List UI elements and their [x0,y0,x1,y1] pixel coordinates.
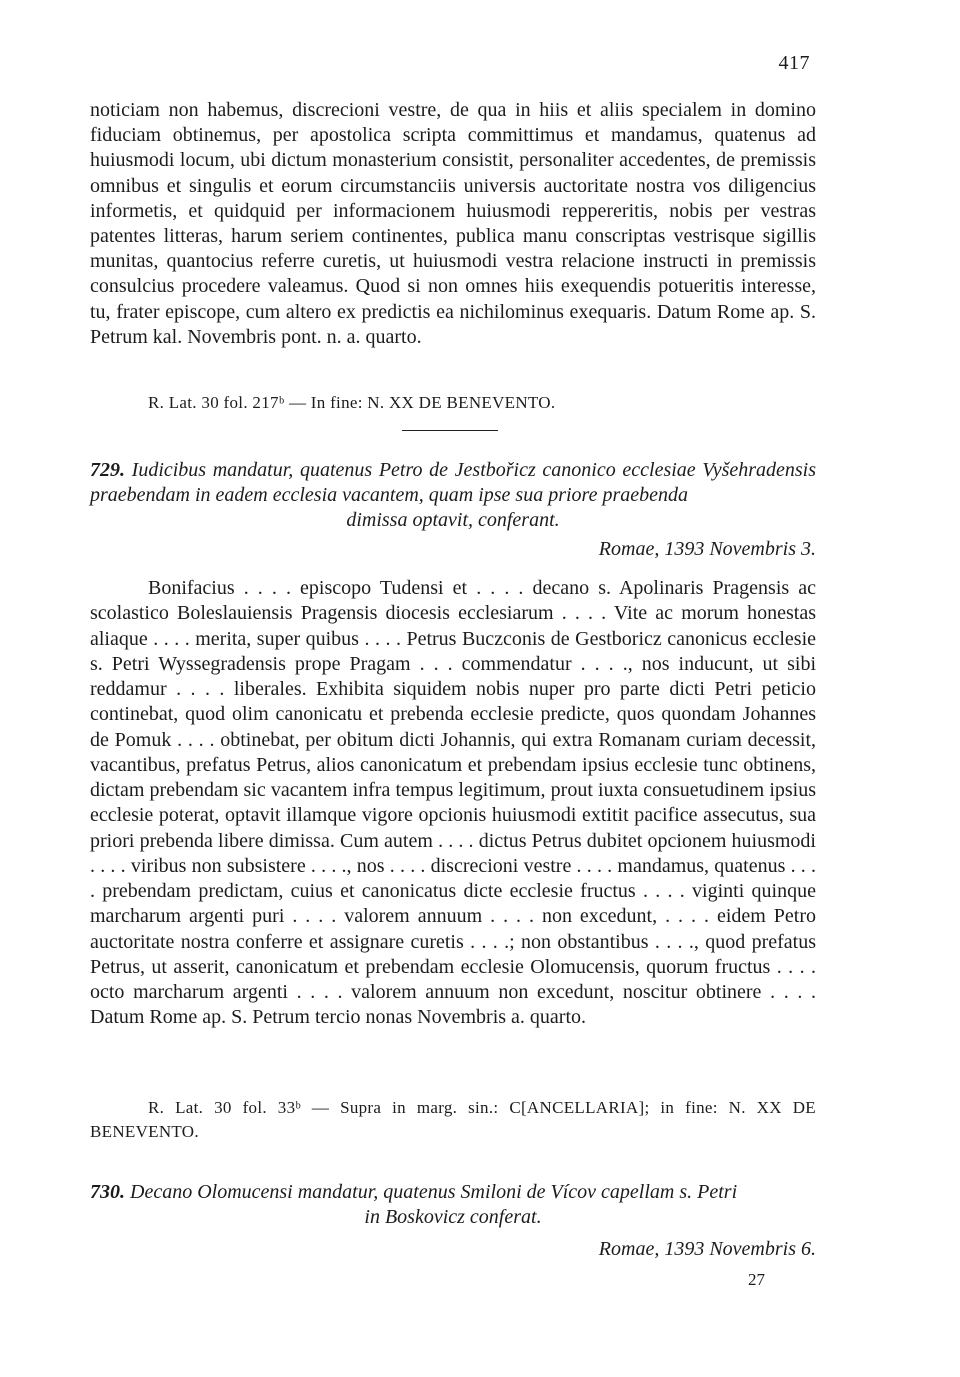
entry-729-regest-line2: dimissa optavit, conferant. [346,509,560,531]
entry-729-regest-line1: Iudicibus mandatur, quatenus Petro de Jestbořicz canonico ecclesiae Vyšehradensis praebendam in eadem ecclesia vacantem, quam ipse sua priore praebenda [90,459,817,506]
page-number: 417 [778,52,810,74]
entry-729-date: Romae, 1393 Novembris 3. [598,538,816,560]
source-note-728: R. Lat. 30 fol. 217ᵇ — In fine: N. XX DE BENEVENTO. [148,393,556,412]
entry-729-number: 729. [90,459,125,481]
signature-mark: 27 [748,1270,765,1289]
entry-729-body: Bonifacius . . . . episcopo Tudensi et . . . . decano s. Apolinaris Pragensis ac scolastico Boleslauiensis Pragensis diocesis ecclesiarum . . . . Vite ac morum honestas aliaque . . . . merita, super quibus . . . . Petrus Buczconis de Gestboricz canonicus ecclesie s. Petri Wyssegradensis prope Pragam . . . commendatur . . . ., nos inducunt, ut sibi reddamur . . . . liberales. Exhibita siquidem nobis nuper pro parte dicti Petri peticio continebat, quod olim canonicatu et prebenda ecclesie predicte, quos quondam Johannes de Pomuk . . . . obtinebat, per obitum dicti Johannis, qui extra Romanam curiam decessit, vacantibus, prefatus Petrus, alios canonicatum et prebendam ipsius ecclesie tunc obtinens, dictam prebendam sic vacantem infra tempus legitimum, prout iuxta consuetudinem ipsius ecclesie poterat, optavit illamque vigore opcionis huiusmodi extitit pacifice assecutus, sua priori prebenda libere dimissa. Cum autem . . . . dictus Petrus dubitet opcionem huiusmodi . . . . viribus non subsistere . . . ., nos . . . . discrecioni vestre . . . . mandamus, quatenus . . . . prebendam predictam, cuius et canonicatus dicte ecclesie fructus . . . . viginti quinque marcharum argenti puri . . . . valorem annuum . . . . non excedunt, . . . . eidem Petro auctoritate nostra conferre et assignare curetis . . . .; non obstantibus . . . ., quod prefatus Petrus, ut asserit, canonicatum et prebendam ecclesie Olomucensis, quorum fructus . . . . octo marcharum argenti . . . . valorem annuum non excedunt, noscitur obtinere . . . . Datum Rome ap. S. Petrum tercio nonas Novembris a. quarto. [90,577,816,1029]
entry-730-regest-line2: in Boskovicz conferat. [364,1206,542,1228]
section-divider [402,430,498,431]
entry-729-text [90,576,816,1031]
entry-730-regest [90,1180,816,1230]
entry-730-number: 730. [90,1181,125,1203]
entry-729-regest [90,458,816,533]
source-note-729-text: R. Lat. 30 fol. 33ᵇ — Supra in marg. sin.: C[ANCELLARIA]; in fine: N. XX DE BENEVENTO. [90,1098,816,1141]
entry-730-regest-line1: Decano Olomucensi mandatur, quatenus Smiloni de Vícov capellam s. Petri [130,1181,738,1203]
continuation-paragraph: noticiam non habemus, discrecioni vestre, de qua in hiis et aliis specialem in domino fiduciam obtinemus, per apostolica scripta committimus et mandamus, quatenus ad huiusmodi locum, ubi dictum monasterium consistit, personaliter accedentes, de premissis omnibus et singulis et eorum circumstanciis universis auctoritate nostra vos diligencius informetis, et quidquid per informacionem huiusmodi reppereritis, nobis per vestras patentes litteras, harum seriem continentes, publica manu conscriptas vestrisque sigillis munitas, quantocius referre curetis, ut huiusmodi vestra relacione instructi in premissis consulcius procedere valeamus. Quod si non omnes hiis exequendis potueritis interesse, tu, frater episcope, cum altero ex predictis ea nichilominus exequaris. Datum Rome ap. S. Petrum kal. Novembris pont. n. a. quarto. [90,99,816,348]
source-note-729 [90,1096,816,1144]
entry-730-date: Romae, 1393 Novembris 6. [598,1238,816,1260]
